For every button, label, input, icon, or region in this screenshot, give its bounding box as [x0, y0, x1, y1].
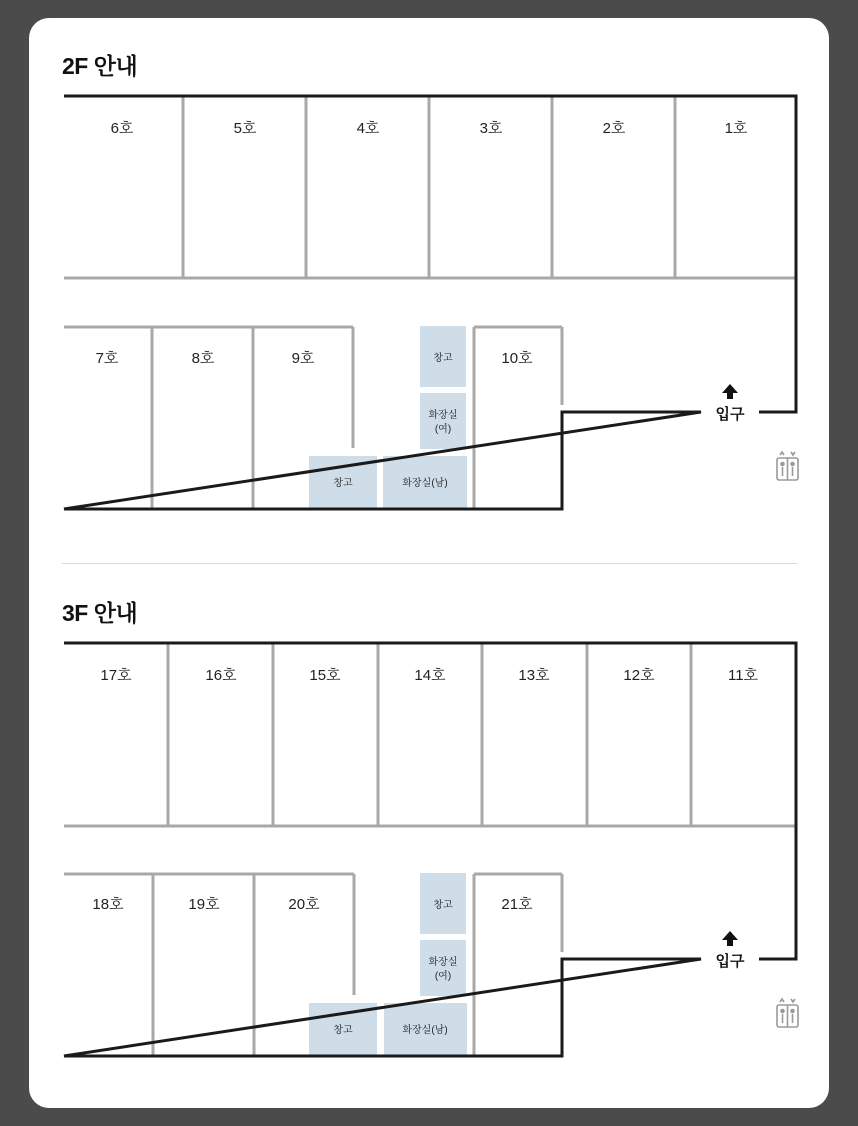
floor-3-title: 3F 안내 [62, 600, 138, 626]
room-label: 19호 [188, 896, 220, 913]
arrow-up-icon [722, 931, 738, 946]
elevator-icon [777, 999, 798, 1027]
restroom-women-label: 화장실 [428, 410, 458, 421]
restroom-women-label: (여) [434, 971, 452, 982]
restroom-men-label: 화장실(남) [402, 478, 448, 489]
room-label: 15호 [309, 667, 341, 684]
room-label: 8호 [191, 350, 215, 367]
room-label: 10호 [501, 350, 533, 367]
storage-label: 창고 [333, 1025, 353, 1036]
room-label: 14호 [414, 667, 446, 684]
restroom-women-label: 화장실 [428, 957, 458, 968]
restroom-men-label: 화장실(남) [402, 1025, 448, 1036]
room-label: 17호 [100, 667, 132, 684]
restroom-women-label: (여) [434, 424, 452, 435]
room-label: 12호 [623, 667, 655, 684]
entrance-label: 입구 [715, 953, 745, 970]
room-label: 13호 [518, 667, 550, 684]
room-label: 9호 [291, 350, 315, 367]
room-label: 4호 [356, 120, 380, 137]
storage-label: 창고 [433, 353, 453, 364]
room-label: 5호 [233, 120, 257, 137]
room-label: 3호 [479, 120, 503, 137]
storage-label: 창고 [433, 900, 453, 911]
floor-2-title: 2F 안내 [62, 53, 138, 79]
room-label: 11호 [727, 667, 759, 684]
room-label: 20호 [288, 896, 320, 913]
room-label: 16호 [205, 667, 237, 684]
room-label: 1호 [724, 120, 748, 137]
room-label: 6호 [110, 120, 134, 137]
room-label: 18호 [92, 896, 124, 913]
entrance-label: 입구 [715, 406, 745, 423]
room-label: 7호 [95, 350, 119, 367]
room-label: 2호 [602, 120, 626, 137]
storage-label: 창고 [333, 478, 353, 489]
room-label: 21호 [501, 896, 533, 913]
